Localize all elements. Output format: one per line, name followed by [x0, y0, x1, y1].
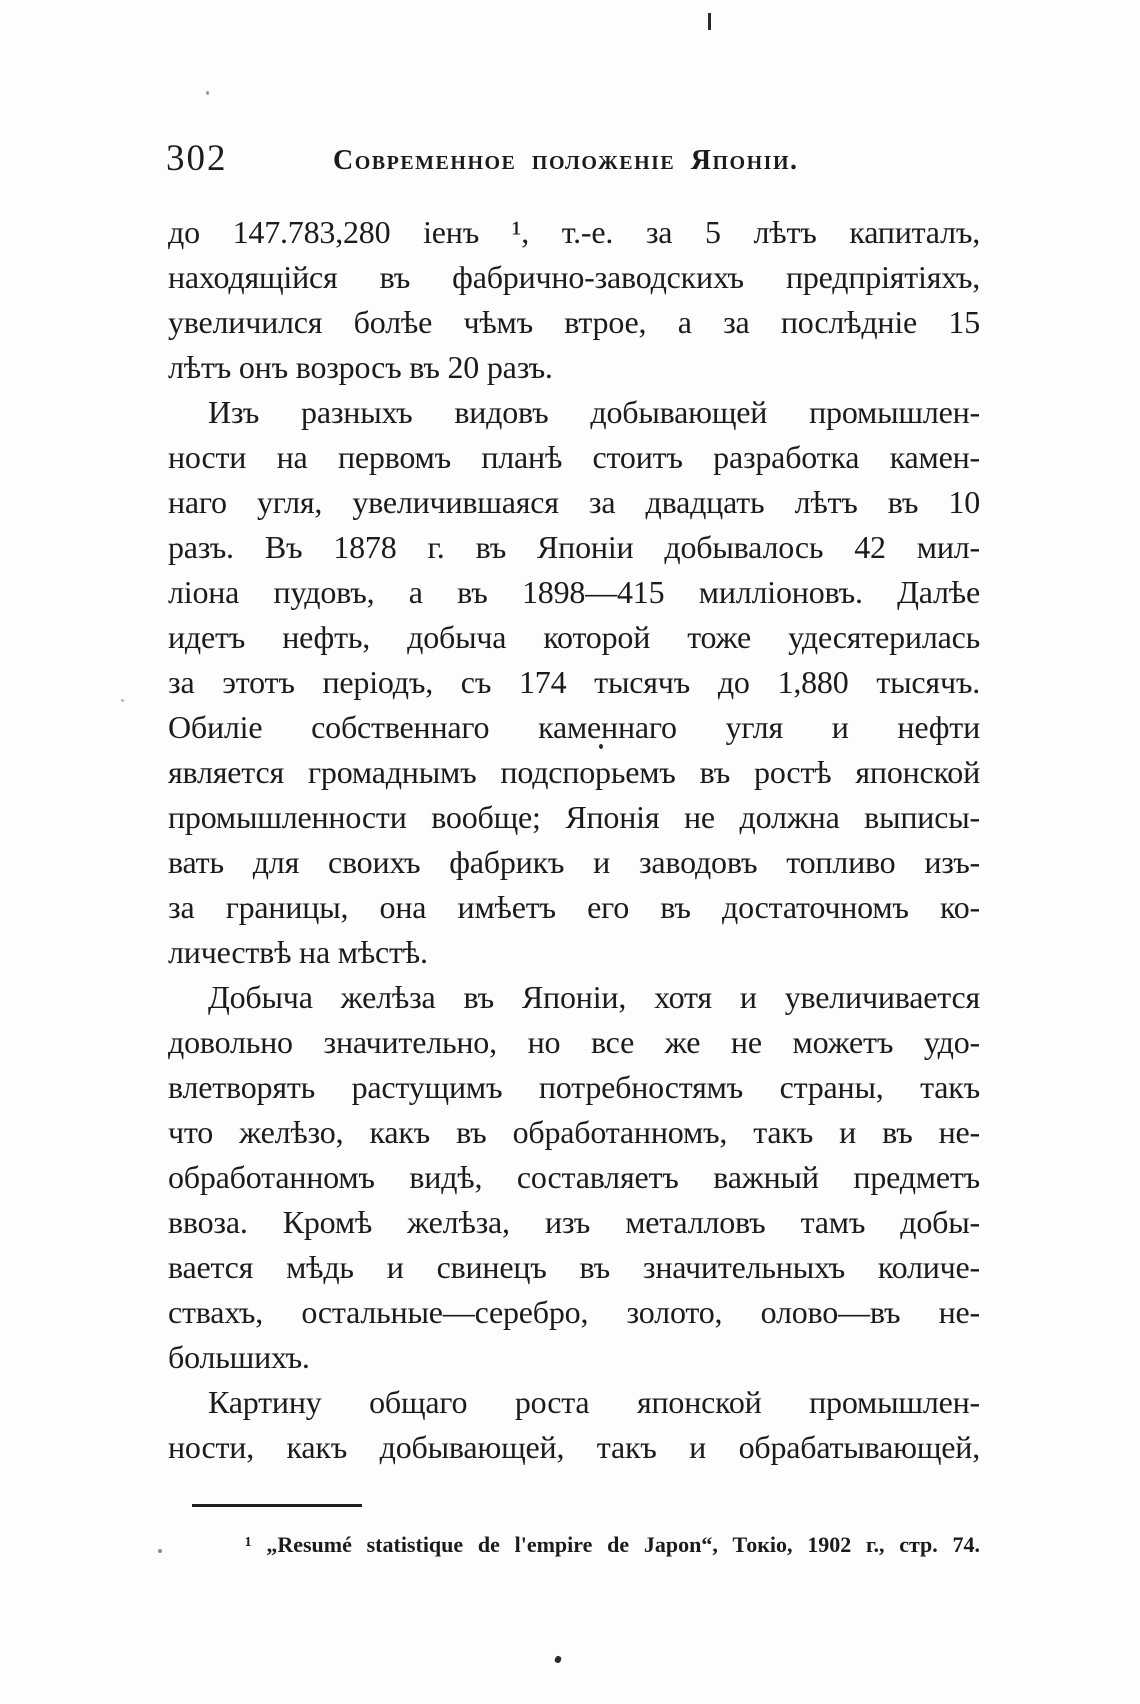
text-line: ввоза. Кромѣ желѣза, изъ металловъ тамъ добы- [168, 1204, 980, 1240]
text-line: является громаднымъ подспорьемъ въ ростѣ японской [168, 754, 980, 790]
scan-artifact [206, 91, 209, 95]
text-line: Добыча желѣза въ Японіи, хотя и увеличивается [208, 979, 980, 1015]
text-line: за границы, она имѣетъ его въ достаточномъ ко- [168, 889, 980, 925]
footnote-text: „Resumé statistique de l'empire de Japon“, Токіо, 1902 г., стр. 74. [266, 1532, 980, 1557]
text-line: обработанномъ видѣ, составляетъ важный предметъ [168, 1159, 980, 1195]
text-line: лѣтъ онъ возросъ въ 20 разъ. [168, 349, 553, 385]
text-line: вать для своихъ фабрикъ и заводовъ топливо изъ- [168, 844, 980, 880]
running-header: Современное положеніе Японіи. [333, 145, 799, 176]
text-line: ности на первомъ планѣ стоитъ разработка камен- [168, 439, 980, 475]
text-line: ствахъ, остальные—серебро, золото, олово—въ не- [168, 1294, 980, 1330]
scan-artifact [708, 13, 711, 30]
text-line: идетъ нефть, добыча которой тоже удесятерилась [168, 619, 980, 655]
body-text [168, 210, 980, 1470]
footnote [245, 1530, 980, 1560]
text-line: наго угля, увеличившаяся за двадцать лѣтъ въ 10 [168, 484, 980, 520]
text-line: до 147.783,280 іенъ ¹, т.-е. за 5 лѣтъ капиталъ, [168, 214, 980, 250]
text-line: вается мѣдь и свинецъ въ значительныхъ количе- [168, 1249, 980, 1285]
text-line: большихъ. [168, 1339, 310, 1375]
footnote-marker: ¹ [245, 1532, 252, 1557]
text-line: ліона пудовъ, а въ 1898—415 милліоновъ. Далѣе [168, 574, 980, 610]
text-line: довольно значительно, но все же не можетъ удо- [168, 1024, 980, 1060]
text-line: что желѣзо, какъ въ обработанномъ, такъ и въ не- [168, 1114, 980, 1150]
text-line: Обиліе собственнаго каменнаго угля и нефти [168, 709, 980, 745]
text-line: ности, какъ добывающей, такъ и обрабатывающей, [168, 1429, 980, 1465]
text-line: Картину общаго роста японской промышлен- [208, 1384, 980, 1420]
scan-artifact [121, 699, 124, 702]
text-line: Изъ разныхъ видовъ добывающей промышлен- [208, 394, 980, 430]
text-line: за этотъ періодъ, съ 174 тысячъ до 1,880 тысячъ. [168, 664, 980, 700]
footnote-separator-rule [192, 1504, 362, 1507]
text-line: разъ. Въ 1878 г. въ Японіи добывалось 42 мил- [168, 529, 980, 565]
text-line: увеличился болѣе чѣмъ втрое, а за послѣдніе 15 [168, 304, 980, 340]
page-number: 302 [166, 138, 228, 179]
scan-artifact [554, 1655, 562, 1664]
scan-artifact [158, 1549, 162, 1553]
text-line: промышленности вообще; Японія не должна выписы- [168, 799, 980, 835]
text-line: личествѣ на мѣстѣ. [168, 934, 428, 970]
text-line: находящійся въ фабрично-заводскихъ предпріятіяхъ, [168, 259, 980, 295]
text-line: влетворять растущимъ потребностямъ страны, такъ [168, 1069, 980, 1105]
